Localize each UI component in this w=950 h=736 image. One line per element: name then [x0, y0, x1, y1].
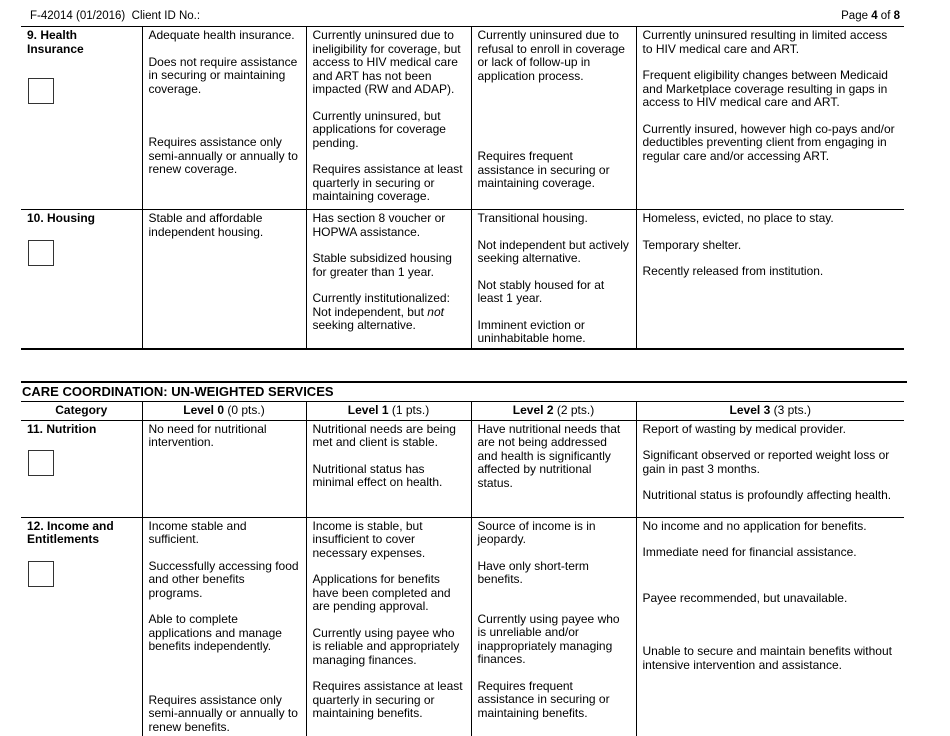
page-total: 8	[893, 10, 900, 22]
level1-cell: Nutritional needs are being met and client is stable. Nutritional status has minimal effect on health.	[306, 420, 471, 517]
level2-cell: Have nutritional needs that are not being addressed and health is significantly affected by nutritional status.	[471, 420, 636, 517]
score-checkbox[interactable]	[28, 561, 54, 587]
col-header-category: Category	[21, 402, 142, 421]
level2-cell: Transitional housing. Not independent but actively seeking alternative. Not stably housed for at least 1 year. Imminent eviction or uninhabitable home.	[471, 210, 636, 350]
category-label: 10. Housing	[27, 211, 96, 225]
row-label-cell	[21, 420, 142, 517]
section-title: CARE COORDINATION: UN-WEIGHTED SERVICES	[22, 384, 334, 399]
category-label: 9. Health Insurance	[27, 28, 84, 56]
page-number: 4	[871, 10, 878, 22]
level3-cell: Currently uninsured resulting in limited access to HIV medical care and ART. Frequent eligibility changes between Medicaid and Marketplace coverage resulting in gaps in access to HIV medical care and ART. Currently insured, however high co-pays and/or deductibles preventing client from engaging in regular care and/or accessing ART.	[636, 27, 904, 210]
level1-cell: Currently uninsured due to ineligibility for coverage, but access to HIV medical care and ART has not been impacted (RW and ADAP). Currently uninsured, but applications for coverage pending. Requires assistance at least quarterly in securing or maintaining coverage.	[306, 27, 471, 210]
category-label: 12. Income and Entitlements	[27, 518, 114, 546]
table-row	[21, 517, 904, 736]
category-label: 11. Nutrition	[27, 421, 97, 436]
level3-cell: Report of wasting by medical provider. Significant observed or reported weight loss or gain in past 3 months. Nutritional status is profoundly affecting health.	[636, 420, 904, 517]
section-divider	[21, 381, 907, 383]
level0-cell: Adequate health insurance. Does not require assistance in securing or maintaining coverage. Requires assistance only semi-annually or annually to renew coverage.	[142, 27, 306, 210]
row-label-cell	[21, 27, 142, 210]
assessment-table-bottom	[21, 401, 904, 736]
column-header-row	[21, 402, 904, 421]
level0-cell: No need for nutritional intervention.	[142, 420, 306, 517]
level3-cell: Homeless, evicted, no place to stay. Temporary shelter. Recently released from institution.	[636, 210, 904, 350]
table-row	[21, 420, 904, 517]
col-header-level0: Level 0 (0 pts.)	[142, 402, 306, 421]
level1-cell: Has section 8 voucher or HOPWA assistance. Stable subsidized housing for greater than 1 year. Currently institutionalized: Not independent, but not seeking alternative.	[306, 210, 471, 350]
form-id: F-42014 (01/2016)	[30, 10, 126, 22]
page-indicator: Page 4 of 8	[841, 10, 900, 22]
level2-cell: Source of income is in jeopardy. Have only short-term benefits. Currently using payee who is unreliable and/or inappropriately managing finances. Requires frequent assistance in securing or maintaining benefits.	[471, 517, 636, 736]
level1-cell: Income is stable, but insufficient to cover necessary expenses. Applications for benefits have been completed and are pending approval. Currently using payee who is reliable and appropriately managing finances. Requires assistance at least quarterly in securing or maintaining benefits.	[306, 517, 471, 736]
score-checkbox[interactable]	[28, 78, 54, 104]
level0-cell: Income stable and sufficient. Successfully accessing food and other benefits programs. Able to complete applications and manage benefits independently. Requires assistance only semi-annually or annually to renew benefits.	[142, 517, 306, 736]
level3-cell: No income and no application for benefits. Immediate need for financial assistance. Payee recommended, but unavailable. Unable to secure and maintain benefits without intensive intervention and assistance.	[636, 517, 904, 736]
assessment-table-top	[21, 26, 904, 350]
col-header-level2: Level 2 (2 pts.)	[471, 402, 636, 421]
form-header-left	[30, 10, 200, 22]
client-id-label: Client ID No.:	[131, 10, 201, 22]
row-label-cell	[21, 517, 142, 736]
level2-cell: Currently uninsured due to refusal to enroll in coverage or lack of follow-up in application process. Requires frequent assistance in securing or maintaining coverage.	[471, 27, 636, 210]
level0-cell: Stable and affordable independent housing.	[142, 210, 306, 350]
col-header-level3: Level 3 (3 pts.)	[636, 402, 904, 421]
col-header-level1: Level 1 (1 pts.)	[306, 402, 471, 421]
table-row	[21, 27, 904, 210]
score-checkbox[interactable]	[28, 450, 54, 476]
score-checkbox[interactable]	[28, 240, 54, 266]
row-label-cell	[21, 210, 142, 350]
table-row	[21, 210, 904, 350]
